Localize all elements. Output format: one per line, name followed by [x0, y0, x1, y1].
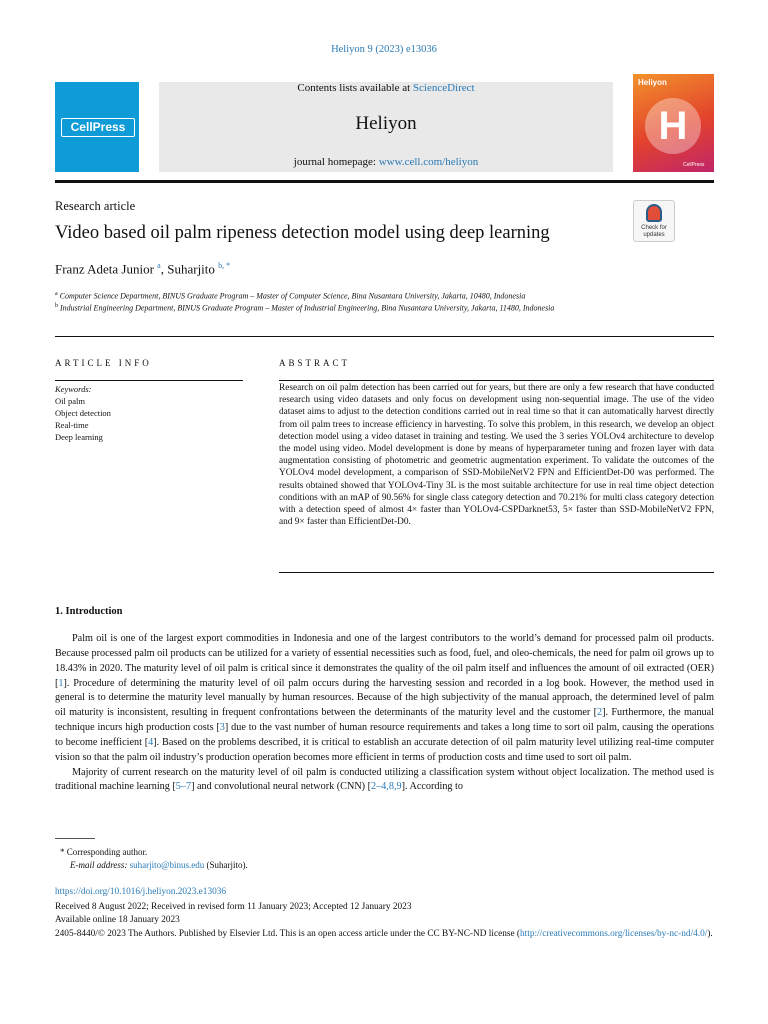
article-info-heading: ARTICLE INFO [55, 358, 152, 368]
journal-cover-thumbnail[interactable] [633, 74, 714, 172]
author-name[interactable]: Suharjito [167, 261, 215, 277]
footnote-rule [55, 838, 95, 839]
cover-title: Heliyon [638, 78, 667, 87]
keyword: Oil palm [55, 396, 85, 406]
sciencedirect-link[interactable]: ScienceDirect [412, 82, 475, 94]
intro-paragraph-2 [55, 766, 714, 796]
body-text: ] and convolutional neural network (CNN) [ [191, 781, 372, 793]
contents-line [159, 82, 613, 94]
keyword: Deep learning [55, 432, 103, 442]
author-affil-mark[interactable]: a [157, 261, 161, 270]
author-affil-mark[interactable]: b, * [218, 261, 231, 270]
running-header[interactable]: Heliyon 9 (2023) e13036 [331, 44, 437, 55]
intro-paragraph-1 [55, 632, 714, 766]
asterisk-mark: * [60, 847, 65, 857]
article-title: Video based oil palm ripeness detection model using deep learning [55, 223, 550, 243]
homepage-line [159, 156, 613, 168]
email-line [70, 859, 248, 871]
citation-link[interactable]: 5–7 [175, 781, 192, 793]
corresponding-author-text: Corresponding author. [66, 847, 148, 857]
keyword: Object detection [55, 408, 111, 418]
body-text: Palm oil is one of the largest export commodities in Indonesia and one of the largest contributors to the world’s demand for processed palm oil products. Because processed palm oil products can be utilized for a variety of essential necessities such as food, fuel, and oleo-chemicals, the need for palm oil grows up to 18.43% in 2020. The maturity level of oil palm is critical since it demonstrates the quality of the oil palm itself and influences the amount of oil extracted (OER) [ [55, 633, 714, 689]
citation-link[interactable]: 2 [597, 707, 603, 719]
license-link[interactable]: http://creativecommons.org/licenses/by-nc-nd/4.0/ [520, 929, 708, 939]
abstract-heading: ABSTRACT [279, 358, 351, 368]
homepage-prefix: journal homepage: [293, 156, 379, 168]
body-text: ]. Furthermore, the manual technique incurs high production costs [ [55, 707, 714, 734]
keyword: Real-time [55, 420, 89, 430]
affiliation-text: Industrial Engineering Department, BINUS Graduate Program – Master of Industrial Engineering, Bina Nusantara University, Jakarta, 11480, Indonesia [60, 303, 555, 313]
body-text: ]. Based on the problems described, it is critical to establish an accurate detection of oil palm maturity level utilizing real-time computer vision so that the palm oil industry’s production operation becomes more efficient in terms of production costs and time used to sort oil palm. [55, 736, 714, 763]
check-for-updates-button[interactable] [633, 200, 675, 242]
check-for-updates-label: Check for updates [641, 225, 667, 238]
cellpress-logo[interactable] [55, 82, 139, 172]
cellpress-logo-text: CellPress [61, 118, 135, 137]
affiliation-mark: b [55, 303, 58, 309]
keywords-label: Keywords: [55, 384, 92, 394]
article-info-rule [55, 380, 243, 381]
article-type: Research article [55, 199, 136, 213]
bookmark-icon [646, 204, 662, 222]
affiliation-text: Computer Science Department, BINUS Graduate Program – Master of Computer Science, Bina Nusantara University, Jakarta, 10480, Indonesia [59, 291, 526, 301]
journal-masthead [159, 82, 613, 172]
email-suffix: (Suharjito). [204, 860, 248, 870]
author-list: Franz Adeta Junior $^a$, Suharjito $^{b, *}$ [55, 261, 231, 277]
available-online: Available online 18 January 2023 [55, 915, 180, 925]
citation-link[interactable]: 4 [148, 736, 154, 748]
email-link[interactable]: suharjito@binus.edu [129, 860, 205, 870]
intro-body [55, 632, 714, 795]
body-text: ]. According to [401, 781, 463, 793]
author-name[interactable]: Franz Adeta Junior [55, 261, 154, 277]
keywords-list [55, 383, 111, 443]
body-text: Majority of current research on the maturity level of oil palm is conducted utilizing a classification system without object localization. The method used is traditional machine learning [ [55, 766, 714, 793]
body-text: ] due to the vast number of human resource requirements and takes a long time to sort oil palm, causing the operations to become inefficient [ [55, 722, 714, 748]
section-rule [55, 336, 714, 337]
license-text: 2405-8440/© 2023 The Authors. Published by Elsevier Ltd. This is an open access article under the CC BY-NC-ND license ( [55, 929, 521, 939]
abstract-rule [279, 380, 714, 381]
license-statement [55, 929, 714, 941]
doi-link[interactable]: https://doi.org/10.1016/j.heliyon.2023.e13036 [55, 887, 227, 897]
citation-link[interactable]: 2–4,8,9 [371, 781, 402, 793]
body-text: ]. Procedure of determining the maturity level of oil palm occurs during the harvesting session and recorded in a log book. However, the method used in general is to determine the maturity level manually by human resources. Because of the high subjectivity of the manual approach, the determined level of palm oil maturity is inconsistent, resulting in frequent confrontations between the determinants of the maturity level and the customer [ [55, 677, 714, 719]
license-end: ). [707, 929, 713, 939]
affiliation-mark: a [55, 291, 58, 297]
abstract-text: Research on oil palm detection has been carried out for years, but there are only a few research that have conducted research using video datasets and only focus on development using non-sequential image. The use of the video dataset aims to adjust to the detection conditions carried out in real time so that it can automatically harvest directly from oil palm trees to increase efficiency in harvesting. To solve this problem, in this research, we develop an object detection model using a video dataset in training and testing. We used the 3 series YOLOv4 architecture to develop the model using video. Model development is done by means of hyperparameter tuning and frozen layer with data augmentation consisting of photometric and geometric augmentation experiment. To validate the outcomes of the YOLOv4 model development, a comparison of SSD-MobileNetV2 FPN and EfficientDet-D0 was performed. The results obtained showed that YOLOv4-Tiny 3L is the most suitable architecture for use in real time object detection conditions with an mAP of 90.56% for single class category detection and 70.21% for multi class category detection with a detection speed of almost 4× faster than YOLOv4-CSPDarknet53, 5× faster than SSD-MobileNetV2 FPN, and 9× faster than EfficientDet-D0. [279, 383, 714, 528]
citation-link[interactable]: 3 [219, 722, 225, 734]
citation-link[interactable]: 1 [58, 677, 64, 689]
abstract-bottom-rule [279, 572, 714, 573]
homepage-link[interactable]: www.cell.com/heliyon [378, 156, 479, 168]
affiliation-b [55, 300, 615, 315]
header-rule [55, 180, 714, 183]
doi-line [55, 887, 226, 899]
section-heading-introduction: 1. Introduction [55, 606, 123, 617]
corresponding-author-note [60, 846, 147, 858]
cover-h-logo: H [645, 98, 701, 154]
contents-prefix: Contents lists available at [297, 82, 413, 94]
cover-footer: CellPress [683, 162, 705, 168]
received-dates: Received 8 August 2022; Received in revised form 11 January 2023; Accepted 12 January 2023 [55, 902, 412, 912]
journal-name: Heliyon [355, 113, 417, 134]
email-label: E-mail address: [70, 860, 130, 870]
